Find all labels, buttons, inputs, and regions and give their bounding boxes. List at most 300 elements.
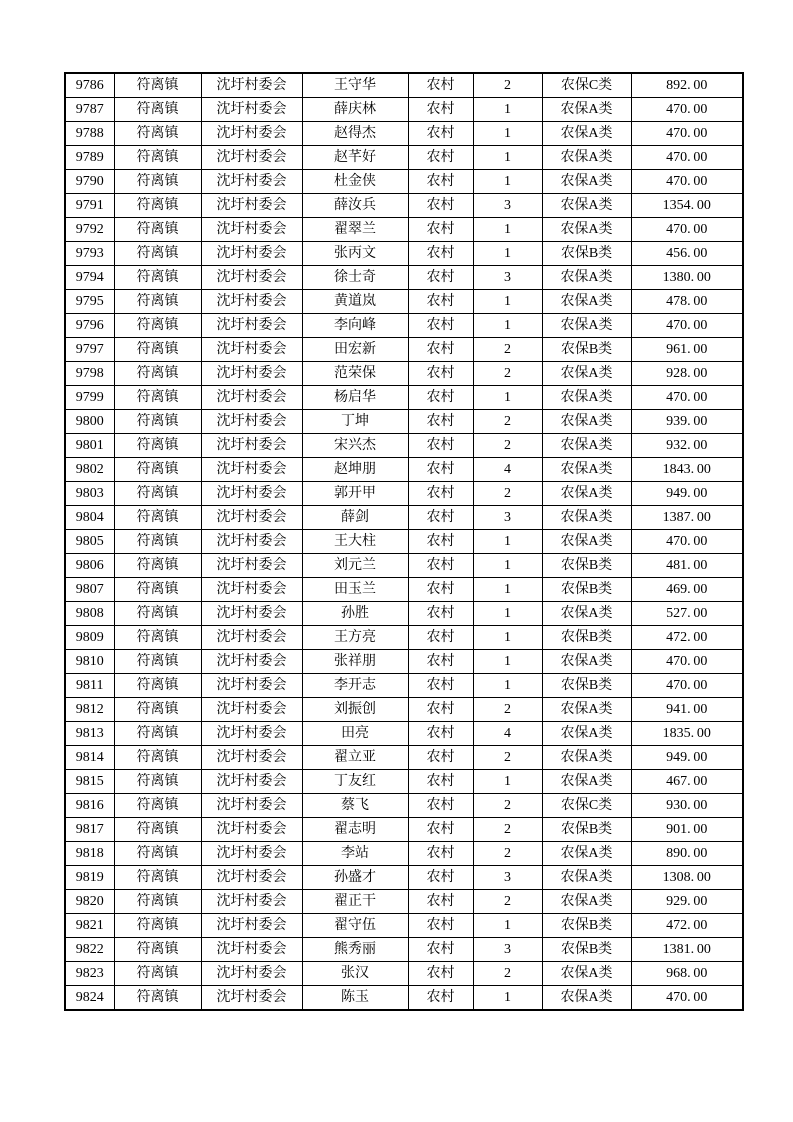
table-row [65,73,743,98]
cell-village-committee: 沈圩村委会 [201,650,302,674]
cell-area-type: 农村 [408,410,473,434]
cell-person-name: 赵得杰 [302,122,408,146]
cell-headcount: 1 [473,146,542,170]
cell-serial-number: 9819 [65,866,114,890]
table-row [65,818,743,842]
cell-serial-number: 9816 [65,794,114,818]
table-row [65,650,743,674]
cell-insurance-category: 农保A类 [542,722,631,746]
cell-person-name: 孙胜 [302,602,408,626]
cell-person-name: 王大柱 [302,530,408,554]
cell-person-name: 丁友红 [302,770,408,794]
cell-headcount: 1 [473,122,542,146]
cell-person-name: 李开志 [302,674,408,698]
cell-insurance-category: 农保A类 [542,506,631,530]
cell-insurance-category: 农保A类 [542,194,631,218]
cell-town: 符离镇 [114,73,201,98]
cell-insurance-category: 农保B类 [542,626,631,650]
table-row [65,602,743,626]
cell-headcount: 3 [473,194,542,218]
cell-insurance-category: 农保B类 [542,242,631,266]
cell-amount: 961. 00 [631,338,743,362]
cell-insurance-category: 农保A类 [542,170,631,194]
cell-person-name: 张汉 [302,962,408,986]
payment-roster-table [64,72,744,1011]
cell-village-committee: 沈圩村委会 [201,818,302,842]
table-row [65,146,743,170]
table-row [65,530,743,554]
cell-amount: 929. 00 [631,890,743,914]
cell-amount: 469. 00 [631,578,743,602]
table-row [65,890,743,914]
cell-town: 符离镇 [114,602,201,626]
cell-amount: 968. 00 [631,962,743,986]
cell-village-committee: 沈圩村委会 [201,986,302,1011]
cell-area-type: 农村 [408,914,473,938]
cell-headcount: 3 [473,506,542,530]
cell-person-name: 赵坤朋 [302,458,408,482]
cell-serial-number: 9800 [65,410,114,434]
cell-amount: 470. 00 [631,122,743,146]
cell-insurance-category: 农保A类 [542,962,631,986]
cell-amount: 470. 00 [631,98,743,122]
cell-serial-number: 9790 [65,170,114,194]
cell-headcount: 1 [473,674,542,698]
cell-person-name: 熊秀丽 [302,938,408,962]
cell-insurance-category: 农保A类 [542,866,631,890]
table-row [65,626,743,650]
cell-serial-number: 9824 [65,986,114,1011]
cell-amount: 1843. 00 [631,458,743,482]
cell-person-name: 王方亮 [302,626,408,650]
cell-headcount: 2 [473,410,542,434]
table-row [65,770,743,794]
cell-serial-number: 9803 [65,482,114,506]
table-row [65,938,743,962]
cell-area-type: 农村 [408,386,473,410]
cell-serial-number: 9798 [65,362,114,386]
cell-area-type: 农村 [408,266,473,290]
cell-serial-number: 9796 [65,314,114,338]
table-row [65,410,743,434]
table-row [65,290,743,314]
cell-insurance-category: 农保C类 [542,794,631,818]
cell-village-committee: 沈圩村委会 [201,794,302,818]
cell-town: 符离镇 [114,530,201,554]
cell-area-type: 农村 [408,866,473,890]
cell-serial-number: 9809 [65,626,114,650]
cell-area-type: 农村 [408,194,473,218]
cell-town: 符离镇 [114,266,201,290]
cell-area-type: 农村 [408,674,473,698]
cell-serial-number: 9807 [65,578,114,602]
cell-headcount: 2 [473,362,542,386]
cell-serial-number: 9795 [65,290,114,314]
cell-headcount: 2 [473,890,542,914]
cell-person-name: 杜金侠 [302,170,408,194]
cell-person-name: 翟翠兰 [302,218,408,242]
cell-village-committee: 沈圩村委会 [201,290,302,314]
cell-area-type: 农村 [408,506,473,530]
cell-insurance-category: 农保A类 [542,266,631,290]
cell-area-type: 农村 [408,290,473,314]
cell-amount: 901. 00 [631,818,743,842]
cell-village-committee: 沈圩村委会 [201,362,302,386]
cell-insurance-category: 农保C类 [542,73,631,98]
cell-area-type: 农村 [408,146,473,170]
cell-insurance-category: 农保A类 [542,146,631,170]
cell-amount: 472. 00 [631,626,743,650]
cell-town: 符离镇 [114,818,201,842]
table-row [65,362,743,386]
cell-headcount: 3 [473,938,542,962]
table-row [65,434,743,458]
cell-amount: 939. 00 [631,410,743,434]
table-row [65,554,743,578]
cell-headcount: 1 [473,770,542,794]
cell-village-committee: 沈圩村委会 [201,962,302,986]
cell-area-type: 农村 [408,746,473,770]
cell-village-committee: 沈圩村委会 [201,146,302,170]
cell-serial-number: 9801 [65,434,114,458]
cell-village-committee: 沈圩村委会 [201,866,302,890]
cell-amount: 949. 00 [631,746,743,770]
cell-headcount: 1 [473,914,542,938]
cell-village-committee: 沈圩村委会 [201,218,302,242]
cell-serial-number: 9821 [65,914,114,938]
cell-insurance-category: 农保A类 [542,746,631,770]
cell-area-type: 农村 [408,434,473,458]
cell-headcount: 3 [473,866,542,890]
cell-serial-number: 9814 [65,746,114,770]
cell-insurance-category: 农保A类 [542,314,631,338]
cell-town: 符离镇 [114,482,201,506]
cell-area-type: 农村 [408,818,473,842]
cell-amount: 470. 00 [631,650,743,674]
cell-village-committee: 沈圩村委会 [201,674,302,698]
cell-headcount: 1 [473,170,542,194]
cell-headcount: 1 [473,98,542,122]
cell-serial-number: 9799 [65,386,114,410]
table-row [65,914,743,938]
cell-insurance-category: 农保B类 [542,938,631,962]
cell-village-committee: 沈圩村委会 [201,746,302,770]
cell-town: 符离镇 [114,314,201,338]
table-row [65,98,743,122]
table-row [65,266,743,290]
cell-town: 符离镇 [114,650,201,674]
cell-serial-number: 9808 [65,602,114,626]
cell-insurance-category: 农保A类 [542,410,631,434]
cell-headcount: 1 [473,386,542,410]
cell-person-name: 李站 [302,842,408,866]
table-row [65,722,743,746]
cell-insurance-category: 农保A类 [542,650,631,674]
cell-headcount: 4 [473,458,542,482]
cell-town: 符离镇 [114,170,201,194]
cell-village-committee: 沈圩村委会 [201,98,302,122]
cell-town: 符离镇 [114,698,201,722]
cell-area-type: 农村 [408,73,473,98]
table-row [65,746,743,770]
cell-person-name: 蔡飞 [302,794,408,818]
cell-village-committee: 沈圩村委会 [201,73,302,98]
cell-area-type: 农村 [408,962,473,986]
table-row [65,794,743,818]
cell-person-name: 李向峰 [302,314,408,338]
cell-serial-number: 9797 [65,338,114,362]
cell-area-type: 农村 [408,338,473,362]
cell-serial-number: 9805 [65,530,114,554]
cell-town: 符离镇 [114,770,201,794]
cell-village-committee: 沈圩村委会 [201,170,302,194]
cell-person-name: 范荣保 [302,362,408,386]
cell-area-type: 农村 [408,986,473,1011]
cell-insurance-category: 农保B类 [542,554,631,578]
cell-person-name: 孙盛才 [302,866,408,890]
cell-amount: 470. 00 [631,674,743,698]
cell-person-name: 田宏新 [302,338,408,362]
cell-amount: 470. 00 [631,170,743,194]
cell-village-committee: 沈圩村委会 [201,602,302,626]
cell-village-committee: 沈圩村委会 [201,122,302,146]
cell-person-name: 薛庆林 [302,98,408,122]
cell-village-committee: 沈圩村委会 [201,242,302,266]
cell-amount: 470. 00 [631,218,743,242]
cell-serial-number: 9792 [65,218,114,242]
cell-town: 符离镇 [114,890,201,914]
cell-town: 符离镇 [114,626,201,650]
cell-insurance-category: 农保A类 [542,698,631,722]
cell-amount: 527. 00 [631,602,743,626]
cell-town: 符离镇 [114,914,201,938]
cell-serial-number: 9823 [65,962,114,986]
cell-amount: 456. 00 [631,242,743,266]
cell-village-committee: 沈圩村委会 [201,410,302,434]
cell-area-type: 农村 [408,770,473,794]
cell-person-name: 张丙文 [302,242,408,266]
cell-area-type: 农村 [408,122,473,146]
cell-serial-number: 9802 [65,458,114,482]
table-row [65,170,743,194]
cell-town: 符离镇 [114,866,201,890]
cell-area-type: 农村 [408,794,473,818]
cell-village-committee: 沈圩村委会 [201,842,302,866]
cell-insurance-category: 农保A类 [542,122,631,146]
cell-insurance-category: 农保A类 [542,842,631,866]
cell-amount: 949. 00 [631,482,743,506]
cell-headcount: 2 [473,434,542,458]
cell-headcount: 1 [473,242,542,266]
cell-insurance-category: 农保A类 [542,98,631,122]
cell-area-type: 农村 [408,626,473,650]
cell-person-name: 薛剑 [302,506,408,530]
cell-town: 符离镇 [114,458,201,482]
table-body [65,73,743,1010]
cell-area-type: 农村 [408,98,473,122]
cell-headcount: 1 [473,650,542,674]
cell-village-committee: 沈圩村委会 [201,722,302,746]
cell-village-committee: 沈圩村委会 [201,770,302,794]
table-row [65,578,743,602]
cell-amount: 1387. 00 [631,506,743,530]
table-row [65,194,743,218]
cell-amount: 941. 00 [631,698,743,722]
cell-headcount: 2 [473,746,542,770]
cell-area-type: 农村 [408,218,473,242]
cell-village-committee: 沈圩村委会 [201,458,302,482]
cell-headcount: 1 [473,986,542,1011]
cell-serial-number: 9813 [65,722,114,746]
cell-village-committee: 沈圩村委会 [201,386,302,410]
cell-insurance-category: 农保A类 [542,890,631,914]
cell-amount: 930. 00 [631,794,743,818]
cell-town: 符离镇 [114,722,201,746]
cell-town: 符离镇 [114,506,201,530]
cell-area-type: 农村 [408,698,473,722]
cell-serial-number: 9811 [65,674,114,698]
cell-amount: 470. 00 [631,986,743,1011]
cell-town: 符离镇 [114,362,201,386]
cell-serial-number: 9818 [65,842,114,866]
table-row [65,842,743,866]
cell-person-name: 田亮 [302,722,408,746]
cell-amount: 470. 00 [631,314,743,338]
cell-insurance-category: 农保A类 [542,986,631,1011]
cell-headcount: 2 [473,842,542,866]
cell-headcount: 2 [473,698,542,722]
cell-headcount: 4 [473,722,542,746]
cell-amount: 470. 00 [631,386,743,410]
cell-village-committee: 沈圩村委会 [201,482,302,506]
cell-amount: 890. 00 [631,842,743,866]
cell-headcount: 1 [473,554,542,578]
cell-person-name: 黄道岚 [302,290,408,314]
cell-village-committee: 沈圩村委会 [201,266,302,290]
cell-area-type: 农村 [408,362,473,386]
table-row [65,386,743,410]
cell-headcount: 2 [473,794,542,818]
cell-amount: 1308. 00 [631,866,743,890]
cell-insurance-category: 农保A类 [542,602,631,626]
cell-area-type: 农村 [408,842,473,866]
cell-town: 符离镇 [114,146,201,170]
cell-village-committee: 沈圩村委会 [201,938,302,962]
table-row [65,338,743,362]
table-row [65,698,743,722]
cell-headcount: 2 [473,338,542,362]
cell-area-type: 农村 [408,242,473,266]
cell-amount: 470. 00 [631,146,743,170]
cell-town: 符离镇 [114,578,201,602]
cell-amount: 472. 00 [631,914,743,938]
table-row [65,314,743,338]
cell-insurance-category: 农保A类 [542,770,631,794]
cell-serial-number: 9789 [65,146,114,170]
table-row [65,122,743,146]
cell-serial-number: 9806 [65,554,114,578]
cell-amount: 928. 00 [631,362,743,386]
cell-serial-number: 9786 [65,73,114,98]
table-row [65,506,743,530]
cell-area-type: 农村 [408,554,473,578]
cell-town: 符离镇 [114,794,201,818]
cell-headcount: 2 [473,73,542,98]
cell-amount: 1380. 00 [631,266,743,290]
cell-person-name: 翟立亚 [302,746,408,770]
table-row [65,962,743,986]
cell-headcount: 1 [473,290,542,314]
cell-town: 符离镇 [114,338,201,362]
cell-person-name: 刘元兰 [302,554,408,578]
cell-town: 符离镇 [114,962,201,986]
cell-area-type: 农村 [408,482,473,506]
cell-town: 符离镇 [114,746,201,770]
cell-village-committee: 沈圩村委会 [201,890,302,914]
cell-serial-number: 9810 [65,650,114,674]
cell-insurance-category: 农保B类 [542,338,631,362]
cell-town: 符离镇 [114,842,201,866]
cell-area-type: 农村 [408,602,473,626]
cell-serial-number: 9820 [65,890,114,914]
cell-insurance-category: 农保A类 [542,482,631,506]
table-row [65,674,743,698]
cell-serial-number: 9804 [65,506,114,530]
cell-amount: 481. 00 [631,554,743,578]
cell-amount: 467. 00 [631,770,743,794]
cell-village-committee: 沈圩村委会 [201,626,302,650]
cell-serial-number: 9794 [65,266,114,290]
cell-insurance-category: 农保B类 [542,914,631,938]
cell-insurance-category: 农保A类 [542,458,631,482]
cell-person-name: 丁坤 [302,410,408,434]
cell-insurance-category: 农保A类 [542,218,631,242]
cell-area-type: 农村 [408,170,473,194]
cell-area-type: 农村 [408,458,473,482]
cell-headcount: 1 [473,218,542,242]
table-row [65,986,743,1011]
cell-area-type: 农村 [408,650,473,674]
cell-village-committee: 沈圩村委会 [201,554,302,578]
cell-town: 符离镇 [114,194,201,218]
table-row [65,218,743,242]
cell-serial-number: 9788 [65,122,114,146]
table-row [65,242,743,266]
cell-insurance-category: 农保A类 [542,434,631,458]
cell-town: 符离镇 [114,938,201,962]
cell-person-name: 刘振创 [302,698,408,722]
cell-area-type: 农村 [408,314,473,338]
cell-headcount: 3 [473,266,542,290]
cell-headcount: 1 [473,530,542,554]
cell-village-committee: 沈圩村委会 [201,194,302,218]
cell-person-name: 赵芊好 [302,146,408,170]
cell-insurance-category: 农保A类 [542,386,631,410]
cell-serial-number: 9812 [65,698,114,722]
cell-amount: 1835. 00 [631,722,743,746]
cell-town: 符离镇 [114,434,201,458]
cell-town: 符离镇 [114,674,201,698]
table-row [65,458,743,482]
cell-insurance-category: 农保A类 [542,530,631,554]
cell-person-name: 田玉兰 [302,578,408,602]
cell-person-name: 薛汝兵 [302,194,408,218]
cell-town: 符离镇 [114,242,201,266]
cell-headcount: 2 [473,818,542,842]
cell-insurance-category: 农保B类 [542,674,631,698]
cell-village-committee: 沈圩村委会 [201,338,302,362]
cell-person-name: 陈玉 [302,986,408,1011]
